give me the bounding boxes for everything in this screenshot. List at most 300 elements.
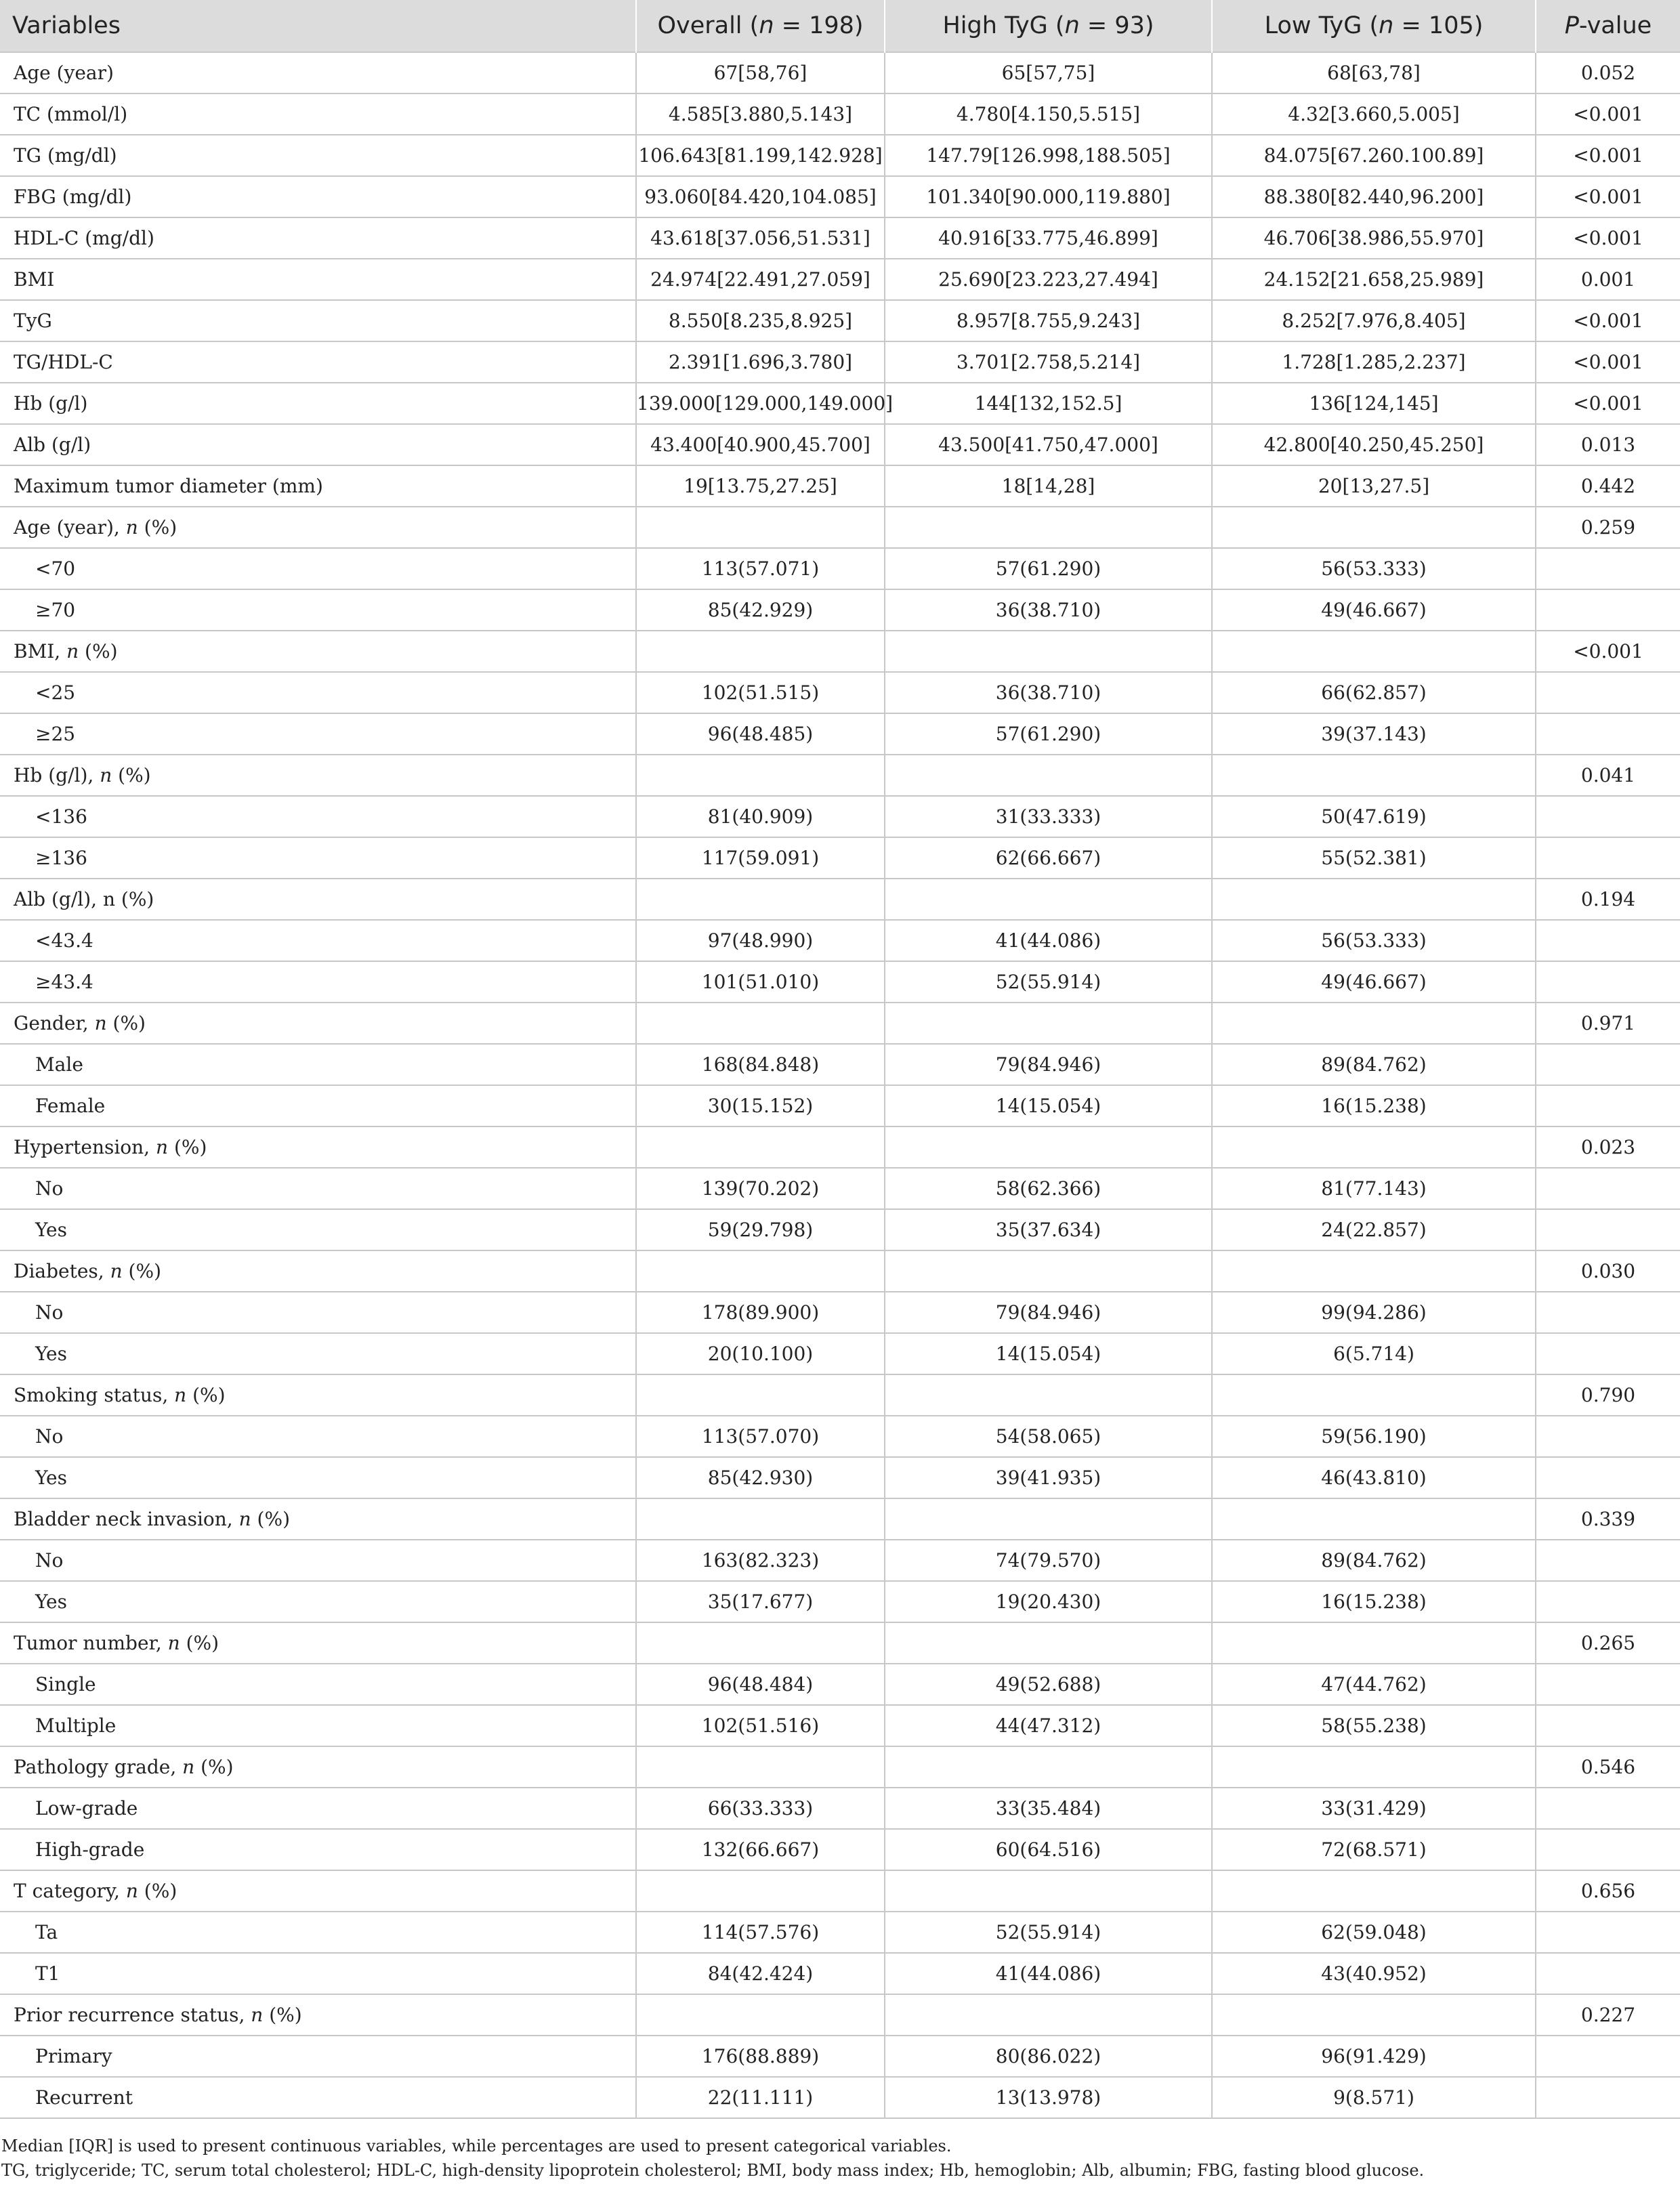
overall-cell: 93.060[84.420,104.085] <box>636 176 885 217</box>
overall-cell <box>636 755 885 796</box>
low-tyg-cell: 47(44.762) <box>1212 1664 1536 1705</box>
table-row <box>0 300 1680 341</box>
variable-cell: Age (year), n (%) <box>0 507 636 548</box>
p-value-cell <box>1536 920 1680 961</box>
table-row <box>0 920 1680 961</box>
p-value-cell: <0.001 <box>1536 341 1680 383</box>
variable-cell: Pathology grade, n (%) <box>0 1746 636 1788</box>
low-tyg-cell: 42.800[40.250,45.250] <box>1212 424 1536 465</box>
p-value-cell: 0.546 <box>1536 1746 1680 1788</box>
variable-cell: Ta <box>0 1912 636 1953</box>
variable-cell: <70 <box>0 548 636 589</box>
variable-cell: ≥25 <box>0 713 636 755</box>
p-value-cell: <0.001 <box>1536 217 1680 259</box>
variable-cell: ≥70 <box>0 589 636 631</box>
variable-cell: TC (mmol/l) <box>0 93 636 135</box>
table-row <box>0 1416 1680 1457</box>
overall-cell <box>636 631 885 672</box>
overall-cell: 24.974[22.491,27.059] <box>636 259 885 300</box>
variable-cell: Yes <box>0 1457 636 1498</box>
high-tyg-cell <box>885 631 1212 672</box>
low-tyg-cell: 58(55.238) <box>1212 1705 1536 1746</box>
high-tyg-cell <box>885 1003 1212 1044</box>
p-value-cell: 0.656 <box>1536 1870 1680 1912</box>
table-row <box>0 1209 1680 1250</box>
overall-cell: 106.643[81.199,142.928] <box>636 135 885 176</box>
high-tyg-cell: 62(66.667) <box>885 837 1212 879</box>
high-tyg-cell <box>885 879 1212 920</box>
low-tyg-cell <box>1212 1498 1536 1540</box>
table-row <box>0 1374 1680 1416</box>
high-tyg-cell: 74(79.570) <box>885 1540 1212 1581</box>
table-row <box>0 424 1680 465</box>
table-row <box>0 465 1680 507</box>
low-tyg-cell: 96(91.429) <box>1212 2036 1536 2077</box>
low-tyg-cell: 89(84.762) <box>1212 1540 1536 1581</box>
low-tyg-cell <box>1212 507 1536 548</box>
high-tyg-cell: 41(44.086) <box>885 1953 1212 1994</box>
variable-cell: <43.4 <box>0 920 636 961</box>
variable-cell: Low-grade <box>0 1788 636 1829</box>
header-variables: Variables <box>0 0 636 52</box>
high-tyg-cell: 58(62.366) <box>885 1168 1212 1209</box>
p-value-cell <box>1536 2036 1680 2077</box>
high-tyg-cell: 43.500[41.750,47.000] <box>885 424 1212 465</box>
overall-cell: 4.585[3.880,5.143] <box>636 93 885 135</box>
low-tyg-cell <box>1212 1746 1536 1788</box>
high-tyg-cell: 41(44.086) <box>885 920 1212 961</box>
overall-cell: 132(66.667) <box>636 1829 885 1870</box>
table-row <box>0 589 1680 631</box>
variable-cell: TG/HDL-C <box>0 341 636 383</box>
table-row <box>0 2036 1680 2077</box>
low-tyg-cell: 20[13,27.5] <box>1212 465 1536 507</box>
table-row <box>0 1003 1680 1044</box>
low-tyg-cell: 24.152[21.658,25.989] <box>1212 259 1536 300</box>
table-row <box>0 1746 1680 1788</box>
p-value-cell <box>1536 1333 1680 1374</box>
variable-cell: Bladder neck invasion, n (%) <box>0 1498 636 1540</box>
overall-cell: 22(11.111) <box>636 2077 885 2118</box>
overall-cell: 163(82.323) <box>636 1540 885 1581</box>
footnote-abbreviations: TG, triglyceride; TC, serum total cholesterol; HDL-C, high-density lipoprotein cholesterol; BMI, body mass index; Hb, hemoglobin; Alb, albumin; FBG, fasting blood glucose. <box>1 2161 1425 2180</box>
low-tyg-cell <box>1212 1126 1536 1168</box>
p-value-cell: 0.030 <box>1536 1250 1680 1292</box>
p-value-cell: 0.971 <box>1536 1003 1680 1044</box>
high-tyg-cell: 60(64.516) <box>885 1829 1212 1870</box>
p-value-cell <box>1536 1209 1680 1250</box>
high-tyg-cell: 40.916[33.775,46.899] <box>885 217 1212 259</box>
p-value-cell: 0.790 <box>1536 1374 1680 1416</box>
overall-cell: 2.391[1.696,3.780] <box>636 341 885 383</box>
low-tyg-cell: 136[124,145] <box>1212 383 1536 424</box>
overall-cell: 59(29.798) <box>636 1209 885 1250</box>
table-row <box>0 135 1680 176</box>
high-tyg-cell: 8.957[8.755,9.243] <box>885 300 1212 341</box>
table-row <box>0 1994 1680 2036</box>
high-tyg-cell <box>885 1250 1212 1292</box>
variable-cell: Yes <box>0 1581 636 1622</box>
p-value-cell <box>1536 1788 1680 1829</box>
table-row <box>0 507 1680 548</box>
low-tyg-cell: 66(62.857) <box>1212 672 1536 713</box>
low-tyg-cell: 56(53.333) <box>1212 548 1536 589</box>
variable-cell: HDL-C (mg/dl) <box>0 217 636 259</box>
p-value-cell: 0.023 <box>1536 1126 1680 1168</box>
overall-cell: 168(84.848) <box>636 1044 885 1085</box>
low-tyg-cell <box>1212 631 1536 672</box>
high-tyg-cell <box>885 755 1212 796</box>
high-tyg-cell: 36(38.710) <box>885 589 1212 631</box>
high-tyg-cell <box>885 507 1212 548</box>
high-tyg-cell: 57(61.290) <box>885 548 1212 589</box>
p-value-cell: 0.442 <box>1536 465 1680 507</box>
low-tyg-cell: 16(15.238) <box>1212 1581 1536 1622</box>
p-value-cell: 0.339 <box>1536 1498 1680 1540</box>
p-value-cell <box>1536 837 1680 879</box>
table-row <box>0 383 1680 424</box>
variable-cell: Age (year) <box>0 52 636 93</box>
table-row <box>0 1085 1680 1126</box>
overall-cell <box>636 507 885 548</box>
overall-cell: 102(51.516) <box>636 1705 885 1746</box>
low-tyg-cell <box>1212 1250 1536 1292</box>
table-row <box>0 1457 1680 1498</box>
overall-cell: 114(57.576) <box>636 1912 885 1953</box>
table-row <box>0 1292 1680 1333</box>
high-tyg-cell <box>885 1622 1212 1664</box>
low-tyg-cell <box>1212 1622 1536 1664</box>
high-tyg-cell: 44(47.312) <box>885 1705 1212 1746</box>
high-tyg-cell: 35(37.634) <box>885 1209 1212 1250</box>
variable-cell: No <box>0 1540 636 1581</box>
low-tyg-cell: 33(31.429) <box>1212 1788 1536 1829</box>
table-row <box>0 1498 1680 1540</box>
low-tyg-cell: 6(5.714) <box>1212 1333 1536 1374</box>
low-tyg-cell <box>1212 1994 1536 2036</box>
overall-cell <box>636 1746 885 1788</box>
variable-cell: No <box>0 1416 636 1457</box>
variable-cell: Hypertension, n (%) <box>0 1126 636 1168</box>
variable-cell: Alb (g/l), n (%) <box>0 879 636 920</box>
low-tyg-cell: 16(15.238) <box>1212 1085 1536 1126</box>
overall-cell <box>636 879 885 920</box>
high-tyg-cell: 80(86.022) <box>885 2036 1212 2077</box>
table-row <box>0 755 1680 796</box>
header-high-tyg: High TyG (n = 93) <box>885 0 1212 52</box>
overall-cell <box>636 1870 885 1912</box>
high-tyg-cell: 39(41.935) <box>885 1457 1212 1498</box>
low-tyg-cell: 59(56.190) <box>1212 1416 1536 1457</box>
low-tyg-cell: 46(43.810) <box>1212 1457 1536 1498</box>
variable-cell: Tumor number, n (%) <box>0 1622 636 1664</box>
p-value-cell <box>1536 1292 1680 1333</box>
table-row <box>0 1168 1680 1209</box>
p-value-cell <box>1536 589 1680 631</box>
high-tyg-cell: 79(84.946) <box>885 1044 1212 1085</box>
table-row <box>0 2077 1680 2118</box>
overall-cell: 176(88.889) <box>636 2036 885 2077</box>
table-row <box>0 713 1680 755</box>
low-tyg-cell: 49(46.667) <box>1212 961 1536 1003</box>
low-tyg-cell: 99(94.286) <box>1212 1292 1536 1333</box>
variable-cell: <25 <box>0 672 636 713</box>
table-row <box>0 961 1680 1003</box>
variable-cell: Alb (g/l) <box>0 424 636 465</box>
low-tyg-cell: 8.252[7.976,8.405] <box>1212 300 1536 341</box>
table-row <box>0 1581 1680 1622</box>
overall-cell <box>636 1126 885 1168</box>
overall-cell <box>636 1003 885 1044</box>
high-tyg-cell: 18[14,28] <box>885 465 1212 507</box>
high-tyg-cell: 3.701[2.758,5.214] <box>885 341 1212 383</box>
low-tyg-cell: 56(53.333) <box>1212 920 1536 961</box>
table-row <box>0 1912 1680 1953</box>
table-row <box>0 1126 1680 1168</box>
low-tyg-cell: 24(22.857) <box>1212 1209 1536 1250</box>
low-tyg-cell: 9(8.571) <box>1212 2077 1536 2118</box>
high-tyg-cell: 79(84.946) <box>885 1292 1212 1333</box>
header-overall: Overall (n = 198) <box>636 0 885 52</box>
low-tyg-cell: 43(40.952) <box>1212 1953 1536 1994</box>
overall-cell: 113(57.071) <box>636 548 885 589</box>
overall-cell: 96(48.485) <box>636 713 885 755</box>
high-tyg-cell <box>885 1374 1212 1416</box>
variable-cell: T category, n (%) <box>0 1870 636 1912</box>
overall-cell: 8.550[8.235,8.925] <box>636 300 885 341</box>
p-value-cell: 0.041 <box>1536 755 1680 796</box>
p-value-cell <box>1536 1705 1680 1746</box>
table-row <box>0 879 1680 920</box>
high-tyg-cell: 65[57,75] <box>885 52 1212 93</box>
overall-cell: 35(17.677) <box>636 1581 885 1622</box>
p-value-cell <box>1536 1540 1680 1581</box>
overall-cell: 85(42.929) <box>636 589 885 631</box>
p-value-cell <box>1536 1912 1680 1953</box>
table-row <box>0 176 1680 217</box>
variable-cell: Gender, n (%) <box>0 1003 636 1044</box>
low-tyg-cell: 89(84.762) <box>1212 1044 1536 1085</box>
p-value-cell <box>1536 2077 1680 2118</box>
low-tyg-cell: 50(47.619) <box>1212 796 1536 837</box>
low-tyg-cell: 88.380[82.440,96.200] <box>1212 176 1536 217</box>
low-tyg-cell: 81(77.143) <box>1212 1168 1536 1209</box>
table-row <box>0 1622 1680 1664</box>
overall-cell: 66(33.333) <box>636 1788 885 1829</box>
variable-cell: Diabetes, n (%) <box>0 1250 636 1292</box>
table-row <box>0 672 1680 713</box>
variable-cell: No <box>0 1168 636 1209</box>
variable-cell: Prior recurrence status, n (%) <box>0 1994 636 2036</box>
overall-cell: 19[13.75,27.25] <box>636 465 885 507</box>
overall-cell <box>636 1994 885 2036</box>
p-value-cell: 0.259 <box>1536 507 1680 548</box>
overall-cell: 97(48.990) <box>636 920 885 961</box>
low-tyg-cell <box>1212 1374 1536 1416</box>
p-value-cell: 0.001 <box>1536 259 1680 300</box>
p-value-cell: 0.194 <box>1536 879 1680 920</box>
overall-cell: 139(70.202) <box>636 1168 885 1209</box>
low-tyg-cell: 4.32[3.660,5.005] <box>1212 93 1536 135</box>
table-header-row <box>0 0 1680 52</box>
overall-cell: 67[58,76] <box>636 52 885 93</box>
variable-cell: Smoking status, n (%) <box>0 1374 636 1416</box>
variable-cell: No <box>0 1292 636 1333</box>
low-tyg-cell: 49(46.667) <box>1212 589 1536 631</box>
p-value-cell: <0.001 <box>1536 300 1680 341</box>
table-row <box>0 548 1680 589</box>
high-tyg-cell: 33(35.484) <box>885 1788 1212 1829</box>
p-value-cell <box>1536 1085 1680 1126</box>
overall-cell: 139.000[129.000,149.000] <box>636 383 885 424</box>
p-value-cell <box>1536 1044 1680 1085</box>
p-value-cell <box>1536 1457 1680 1498</box>
low-tyg-cell: 39(37.143) <box>1212 713 1536 755</box>
table-row <box>0 796 1680 837</box>
high-tyg-cell: 144[132,152.5] <box>885 383 1212 424</box>
p-value-cell <box>1536 796 1680 837</box>
overall-cell <box>636 1498 885 1540</box>
high-tyg-cell: 57(61.290) <box>885 713 1212 755</box>
low-tyg-cell <box>1212 755 1536 796</box>
high-tyg-cell: 14(15.054) <box>885 1085 1212 1126</box>
p-value-cell <box>1536 1581 1680 1622</box>
variable-cell: FBG (mg/dl) <box>0 176 636 217</box>
overall-cell: 81(40.909) <box>636 796 885 837</box>
variable-cell: ≥136 <box>0 837 636 879</box>
table-footnotes <box>0 2134 1425 2183</box>
low-tyg-cell: 62(59.048) <box>1212 1912 1536 1953</box>
high-tyg-cell: 52(55.914) <box>885 961 1212 1003</box>
overall-cell: 20(10.100) <box>636 1333 885 1374</box>
variable-cell: Single <box>0 1664 636 1705</box>
table-row <box>0 259 1680 300</box>
overall-cell: 178(89.900) <box>636 1292 885 1333</box>
p-value-cell <box>1536 713 1680 755</box>
table-row <box>0 1870 1680 1912</box>
table-row <box>0 52 1680 93</box>
table-row <box>0 1250 1680 1292</box>
low-tyg-cell: 1.728[1.285,2.237] <box>1212 341 1536 383</box>
overall-cell <box>636 1622 885 1664</box>
table-row <box>0 631 1680 672</box>
overall-cell <box>636 1250 885 1292</box>
low-tyg-cell <box>1212 1870 1536 1912</box>
overall-cell: 96(48.484) <box>636 1664 885 1705</box>
low-tyg-cell <box>1212 879 1536 920</box>
header-p-value: P-value <box>1536 0 1680 52</box>
variable-cell: Yes <box>0 1333 636 1374</box>
overall-cell: 84(42.424) <box>636 1953 885 1994</box>
table-row <box>0 1333 1680 1374</box>
high-tyg-cell: 13(13.978) <box>885 2077 1212 2118</box>
overall-cell: 117(59.091) <box>636 837 885 879</box>
p-value-cell <box>1536 1664 1680 1705</box>
table-body <box>0 52 1680 2118</box>
variable-cell: BMI, n (%) <box>0 631 636 672</box>
p-value-cell <box>1536 961 1680 1003</box>
low-tyg-cell: 68[63,78] <box>1212 52 1536 93</box>
variable-cell: Female <box>0 1085 636 1126</box>
p-value-cell <box>1536 548 1680 589</box>
variable-cell: Hb (g/l) <box>0 383 636 424</box>
table-row <box>0 1705 1680 1746</box>
variable-cell: ≥43.4 <box>0 961 636 1003</box>
variable-cell: BMI <box>0 259 636 300</box>
footnote-method: Median [IQR] is used to present continuous variables, while percentages are used to present categorical variables. <box>1 2136 952 2155</box>
variable-cell: TyG <box>0 300 636 341</box>
high-tyg-cell <box>885 1498 1212 1540</box>
variable-cell: Recurrent <box>0 2077 636 2118</box>
table-row <box>0 1788 1680 1829</box>
variable-cell: Maximum tumor diameter (mm) <box>0 465 636 507</box>
variable-cell: Male <box>0 1044 636 1085</box>
p-value-cell: 0.265 <box>1536 1622 1680 1664</box>
table-row <box>0 341 1680 383</box>
high-tyg-cell <box>885 1994 1212 2036</box>
overall-cell: 113(57.070) <box>636 1416 885 1457</box>
table-row <box>0 217 1680 259</box>
table-row <box>0 1664 1680 1705</box>
p-value-cell: 0.227 <box>1536 1994 1680 2036</box>
high-tyg-cell: 101.340[90.000,119.880] <box>885 176 1212 217</box>
variable-cell: TG (mg/dl) <box>0 135 636 176</box>
p-value-cell <box>1536 1168 1680 1209</box>
table-row <box>0 93 1680 135</box>
p-value-cell: <0.001 <box>1536 135 1680 176</box>
low-tyg-cell <box>1212 1003 1536 1044</box>
overall-cell <box>636 1374 885 1416</box>
p-value-cell: <0.001 <box>1536 383 1680 424</box>
high-tyg-cell: 4.780[4.150,5.515] <box>885 93 1212 135</box>
table-row <box>0 837 1680 879</box>
table-row <box>0 1540 1680 1581</box>
p-value-cell: <0.001 <box>1536 93 1680 135</box>
overall-cell: 85(42.930) <box>636 1457 885 1498</box>
p-value-cell: <0.001 <box>1536 176 1680 217</box>
high-tyg-cell: 19(20.430) <box>885 1581 1212 1622</box>
variable-cell: <136 <box>0 796 636 837</box>
p-value-cell <box>1536 672 1680 713</box>
high-tyg-cell: 147.79[126.998,188.505] <box>885 135 1212 176</box>
low-tyg-cell: 84.075[67.260.100.89] <box>1212 135 1536 176</box>
variable-cell: T1 <box>0 1953 636 1994</box>
high-tyg-cell <box>885 1126 1212 1168</box>
table-row <box>0 1044 1680 1085</box>
high-tyg-cell: 54(58.065) <box>885 1416 1212 1457</box>
low-tyg-cell: 46.706[38.986,55.970] <box>1212 217 1536 259</box>
header-low-tyg: Low TyG (n = 105) <box>1212 0 1536 52</box>
variable-cell: Multiple <box>0 1705 636 1746</box>
overall-cell: 43.400[40.900,45.700] <box>636 424 885 465</box>
high-tyg-cell: 36(38.710) <box>885 672 1212 713</box>
low-tyg-cell: 72(68.571) <box>1212 1829 1536 1870</box>
table-row <box>0 1829 1680 1870</box>
high-tyg-cell: 52(55.914) <box>885 1912 1212 1953</box>
p-value-cell: <0.001 <box>1536 631 1680 672</box>
high-tyg-cell: 31(33.333) <box>885 796 1212 837</box>
high-tyg-cell <box>885 1870 1212 1912</box>
table-row <box>0 1953 1680 1994</box>
overall-cell: 30(15.152) <box>636 1085 885 1126</box>
low-tyg-cell: 55(52.381) <box>1212 837 1536 879</box>
overall-cell: 43.618[37.056,51.531] <box>636 217 885 259</box>
overall-cell: 102(51.515) <box>636 672 885 713</box>
p-value-cell: 0.052 <box>1536 52 1680 93</box>
high-tyg-cell: 25.690[23.223,27.494] <box>885 259 1212 300</box>
p-value-cell <box>1536 1829 1680 1870</box>
variable-cell: Hb (g/l), n (%) <box>0 755 636 796</box>
